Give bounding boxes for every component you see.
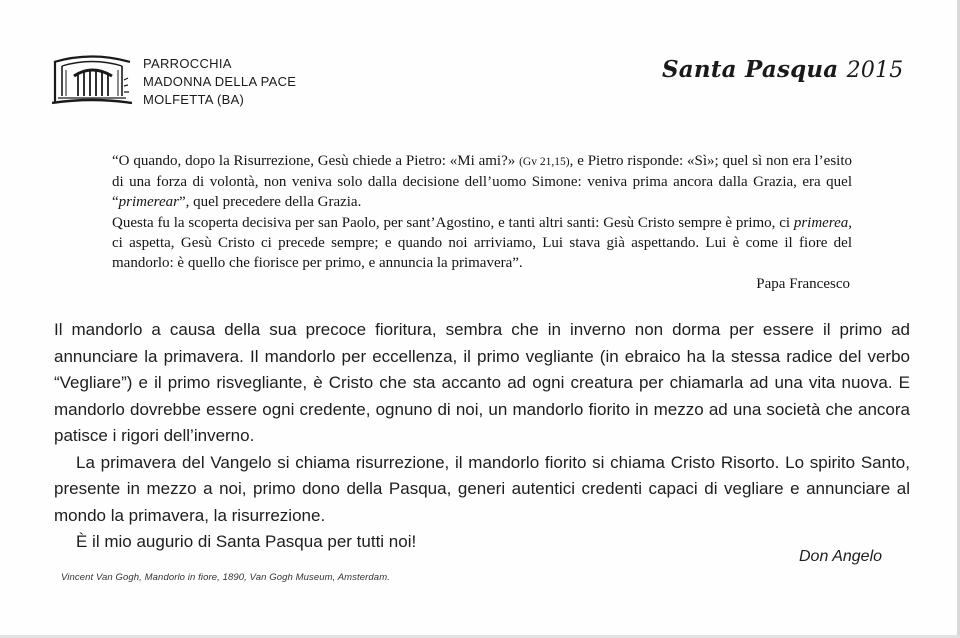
quote-p1-part-a: “O quando, dopo la Risurrezione, Gesù chiede a Pietro: «Mi ami?»	[112, 153, 520, 169]
body-paragraph-3: È il mio augurio di Santa Pasqua per tutti noi!	[76, 532, 417, 551]
quote-paragraph-2	[112, 213, 852, 274]
title-text: Santa Pasqua	[662, 56, 839, 83]
church-facade-logo-icon	[52, 52, 132, 107]
card-title	[662, 56, 903, 83]
message-body	[54, 317, 910, 556]
quote-paragraph-1	[112, 151, 852, 213]
parish-line-1: PARROCCHIA	[143, 56, 232, 71]
parish-name-block	[143, 55, 296, 109]
quote-p1-part-b: , e Pietro risponde: «Sì»; quel sì non era l’esito di una forza di volontà, non veniva solo dalla decisione dell’uomo Simone: veniva prima ancora dalla Grazia, era quel “	[112, 153, 852, 211]
signature: Don Angelo	[799, 548, 883, 565]
quote-author: Papa Francesco	[756, 276, 850, 292]
parish-line-3: MOLFETTA (BA)	[143, 92, 245, 107]
pope-quote	[112, 151, 852, 273]
body-paragraph-2: La primavera del Vangelo si chiama risurrezione, il mandorlo fiorito si chiama Cristo Risorto. Lo spirito Santo, presente in mezzo a noi, primo dono della Pasqua, generi autentici credenti capaci di vegliare e annunciare al mondo la primavera, la risurrezione.	[54, 452, 910, 525]
quote-p1-emphasis: primerear	[118, 194, 179, 211]
body-paragraph-1: Il mandorlo a causa della sua precoce fioritura, sembra che in inverno non dorma per essere il primo ad annunciare la primavera. Il mandorlo per eccellenza, il primo vegliante (in ebraico ha la stessa radice del verbo “Vegliare”) e il primo risvegliante, è Cristo che sta accanto ad ogni creatura per chiamarla ad una vita nuova. E mandorlo dovrebbe essere ogni credente, ognuno di noi, un mandorlo fiorito in mezzo ad una società che ancora patisce i rigori dell’inverno.	[54, 320, 910, 445]
quote-p2-part-b: , ci aspetta, Gesù Cristo ci precede sempre; e quando noi arriviamo, Lui stava già aspettando. Lui è come il fiore del mandorlo: è quello che fiorisce per primo, e annuncia la primavera”.	[112, 214, 852, 272]
parish-line-2: MADONNA DELLA PACE	[143, 74, 297, 89]
quote-p2-part-a: Questa fu la scoperta decisiva per san Paolo, per sant’Agostino, e tanti altri santi: Gesù Cristo sempre è primo, ci	[112, 214, 794, 231]
quote-p2-emphasis: primerea	[793, 214, 849, 231]
quote-bible-reference: (Gv 21,15)	[519, 156, 570, 168]
image-credit: Vincent Van Gogh, Mandorlo in fiore, 1890, Van Gogh Museum, Amsterdam.	[61, 572, 390, 583]
title-year: 2015	[846, 58, 904, 83]
quote-p1-part-c: ”, quel precedere della Grazia.	[178, 194, 362, 211]
